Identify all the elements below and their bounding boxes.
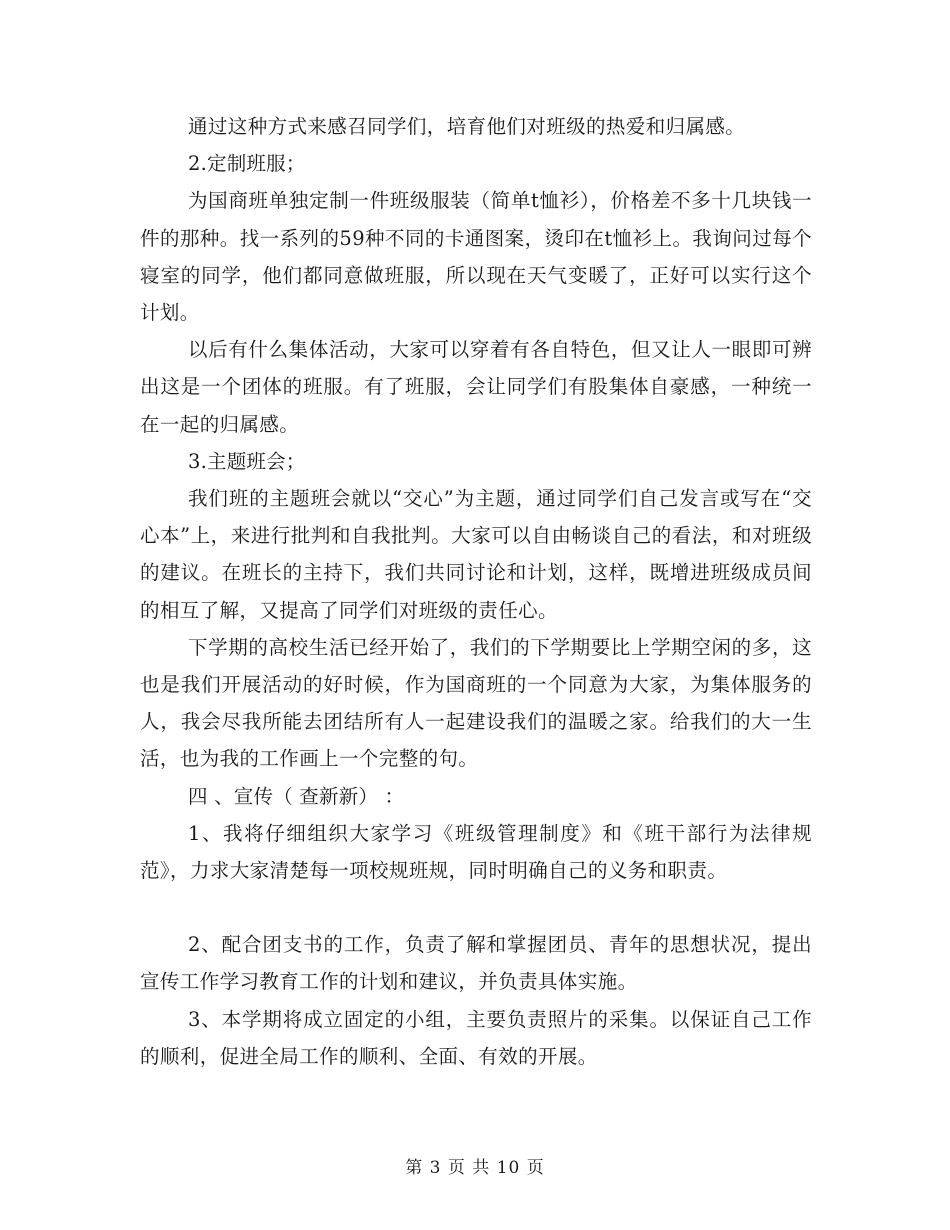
document-body [140, 108, 812, 1075]
paragraph-publicity-item-1: 1、我将仔细组织大家学习《班级管理制度》和《班干部行为法律规范》，力求大家清楚每一项校规班规，同时明确自己的义务和职责。 [140, 821, 812, 883]
paragraph-publicity-item-2: 2、配合团支书的工作，负责了解和掌握团员、青年的思想状况，提出宣传工作学习教育工作的计划和建议，并负责具体实施。 [140, 933, 812, 994]
paragraph-class-uniform: 为国商班单独定制一件班级服装（简单t恤衫），价格差不多十几块钱一件的那种。找一系列的59种不同的卡通图案，烫印在t恤衫上。我询问过每个寝室的同学，他们都同意做班服，所以现在天气变暖了，正好可以实行这个计划。 [140, 189, 812, 325]
paragraph-uniform-benefit: 以后有什么集体活动，大家可以穿着有各自特色，但又让人一眼即可辨出这是一个团体的班服。有了班服，会让同学们有股集体自豪感，一种统一在一起的归属感。 [140, 338, 812, 436]
paragraph-next-semester: 下学期的高校生活已经开始了，我们的下学期要比上学期空闲的多，这也是我们开展活动的好时候，作为国商班的一个同意为大家，为集体服务的人，我会尽我所能去团结所有人一起建设我们的温暖之家。给我们的大一生活，也为我的工作画上一个完整的句。 [140, 635, 812, 771]
heading-theme-meeting: 3.主题班会； [188, 449, 306, 473]
heading-class-uniform: 2.定制班服； [188, 152, 306, 176]
heading-publicity: 四 、宣传（ 查新新） ： [188, 784, 405, 808]
paragraph-publicity-item-3: 3、本学期将成立固定的小组，主要负责照片的采集。以保证自己工作的顺利，促进全局工作的顺利、全面、有效的开展。 [140, 1007, 812, 1068]
page-number-footer: 第 3 页 共 10 页 [405, 1158, 545, 1178]
paragraph-intro-continuation: 通过这种方式来感召同学们，培育他们对班级的热爱和归属感。 [188, 115, 746, 138]
paragraph-theme-meeting: 我们班的主题班会就以“交心”为主题，通过同学们自己发言或写在“交心本”上，来进行批判和自我批判。大家可以自由畅谈自己的看法，和对班级的建议。在班长的主持下，我们共同讨论和计划，这样，既增进班级成员间的相互了解，又提高了同学们对班级的责任心。 [140, 487, 812, 622]
